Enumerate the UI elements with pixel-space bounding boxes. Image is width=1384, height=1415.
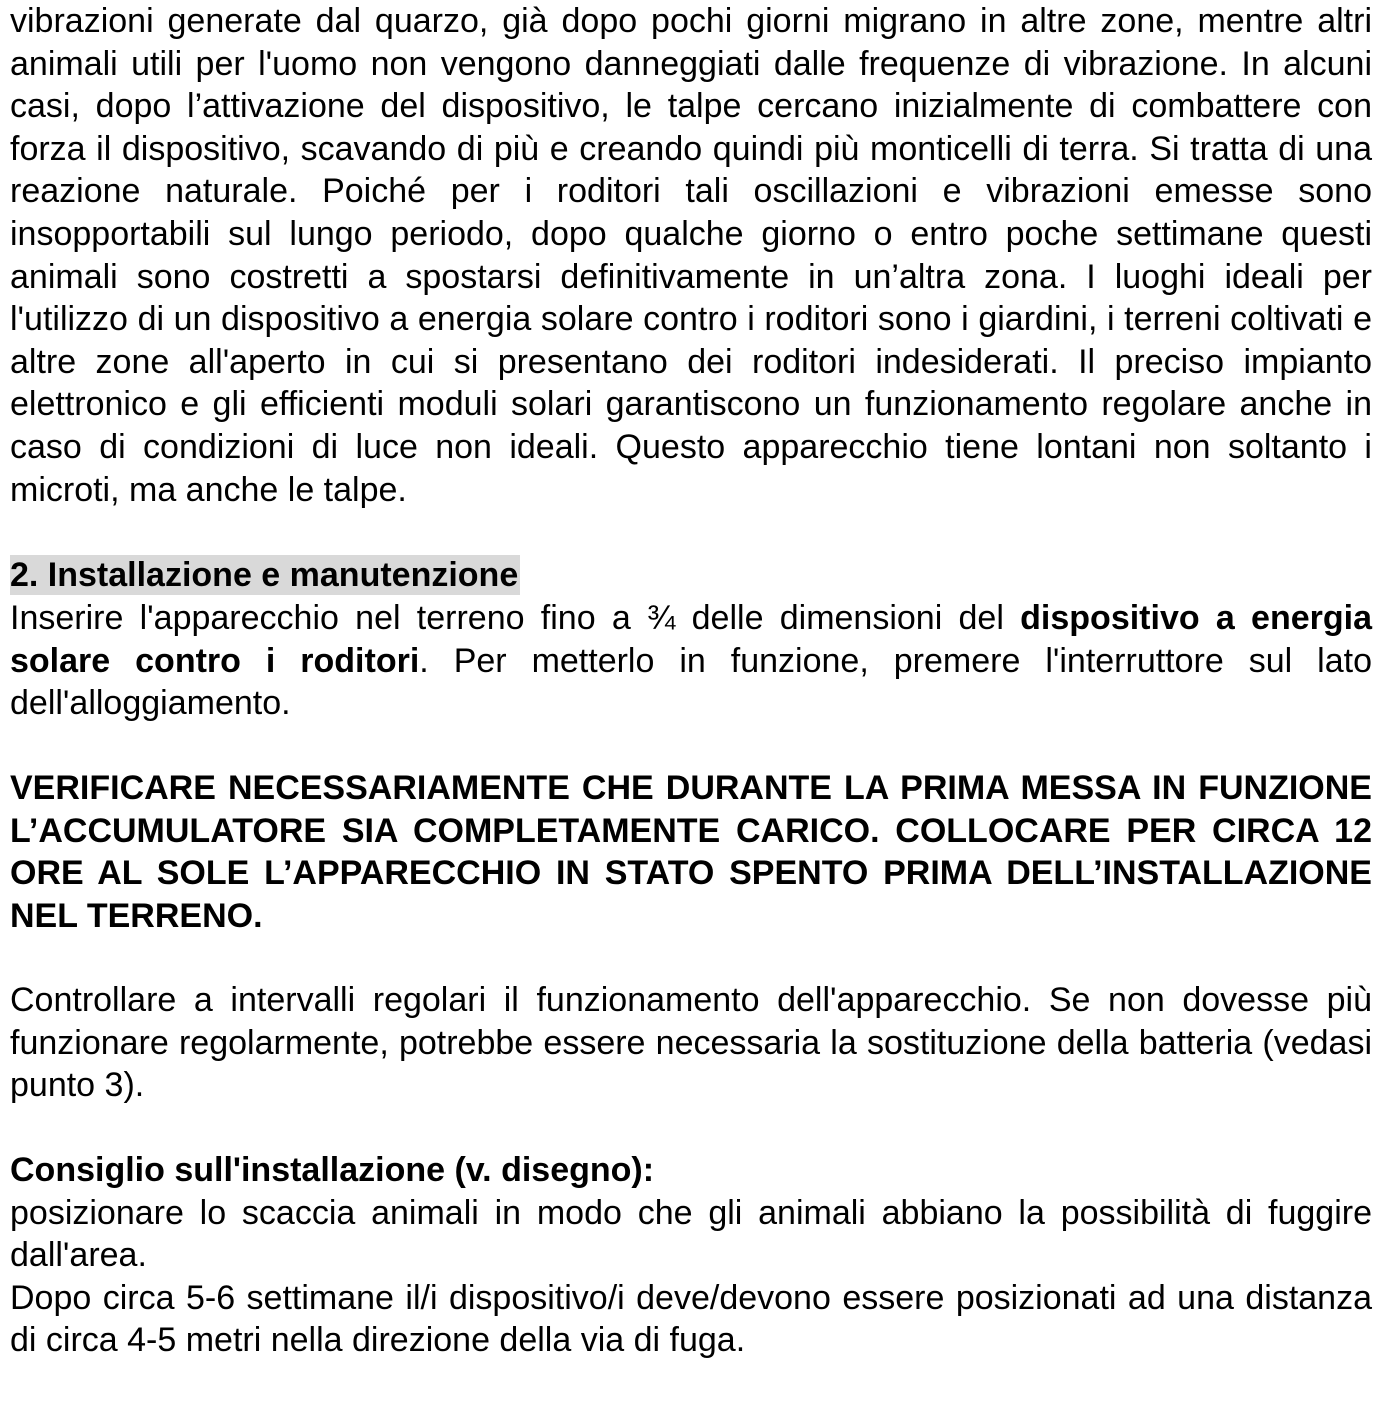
installation-tip-line-2: Dopo circa 5-6 settimane il/i dispositivo/i deve/devono essere posizionati ad una distanza di circa 4-5 metri nella direzione della via di fuga.	[10, 1278, 1372, 1360]
spacer	[10, 937, 1372, 979]
maintenance-paragraph: Controllare a intervalli regolari il funzionamento dell'apparecchio. Se non dovesse più funzionare regolarmente, potrebbe essere necessaria la sostituzione della batteria (vedasi punto 3).	[10, 981, 1372, 1105]
spacer	[10, 511, 1372, 555]
warning-notice: VERIFICARE NECESSARIAMENTE CHE DURANTE LA PRIMA MESSA IN FUNZIONE L’ACCUMULATORE SIA COMPLETAMENTE CARICO. COLLOCARE PER CIRCA 12 ORE AL SOLE L’APPARECCHIO IN STATO SPENTO PRIMA DELL’INSTALLAZIONE NEL TERRENO.	[10, 768, 1372, 935]
installation-text-end: . Per metterlo in funzione, premere l'interruttore sul lato dell'alloggiamento.	[10, 641, 1372, 723]
installation-tip-heading: Consiglio sull'installazione (v. disegno):	[10, 1151, 655, 1190]
installation-text-start: Inserire l'apparecchio nel terreno fino a ¾ delle dimensioni del	[10, 599, 1021, 638]
document-page	[10, 0, 1372, 1362]
intro-paragraph: vibrazioni generate dal quarzo, già dopo pochi giorni migrano in altre zone, mentre altri animali utili per l'uomo non vengono danneggiati dalle frequenze di vibrazione. In alcuni casi, dopo l’attivazione del dispositivo, le talpe cercano inizialmente di combattere con forza il dispositivo, scavando di più e creando quindi più monticelli di terra. Si tratta di una reazione naturale. Poiché per i roditori tali oscillazioni e vibrazioni emesse sono insopportabili sul lungo periodo, dopo qualche giorno o entro poche settimane questi animali sono costretti a spostarsi definitivamente in un’altra zona. I luoghi ideali per l'utilizzo di un dispositivo a energia solare contro i roditori sono i giardini, i terreni coltivati e altre zone all'aperto in cui si presentano dei roditori indesiderati. Il preciso impianto elettronico e gli efficienti moduli solari garantiscono un funzionamento regolare anche in caso di condizioni di luce non ideali. Questo apparecchio tiene lontani non soltanto i microti, ma anche le talpe.	[10, 2, 1372, 509]
device-name-emphasis: dispositivo a energia solare contro i roditori	[10, 599, 1372, 680]
spacer	[10, 725, 1372, 767]
installation-paragraph	[10, 597, 1372, 725]
spacer	[10, 1107, 1372, 1149]
section-heading: 2. Installazione e manutenzione	[10, 556, 519, 595]
section-heading-row	[10, 555, 1372, 597]
installation-tip-line-1: posizionare lo scaccia animali in modo che gli animali abbiano la possibilità di fuggire dall'area.	[10, 1193, 1372, 1275]
